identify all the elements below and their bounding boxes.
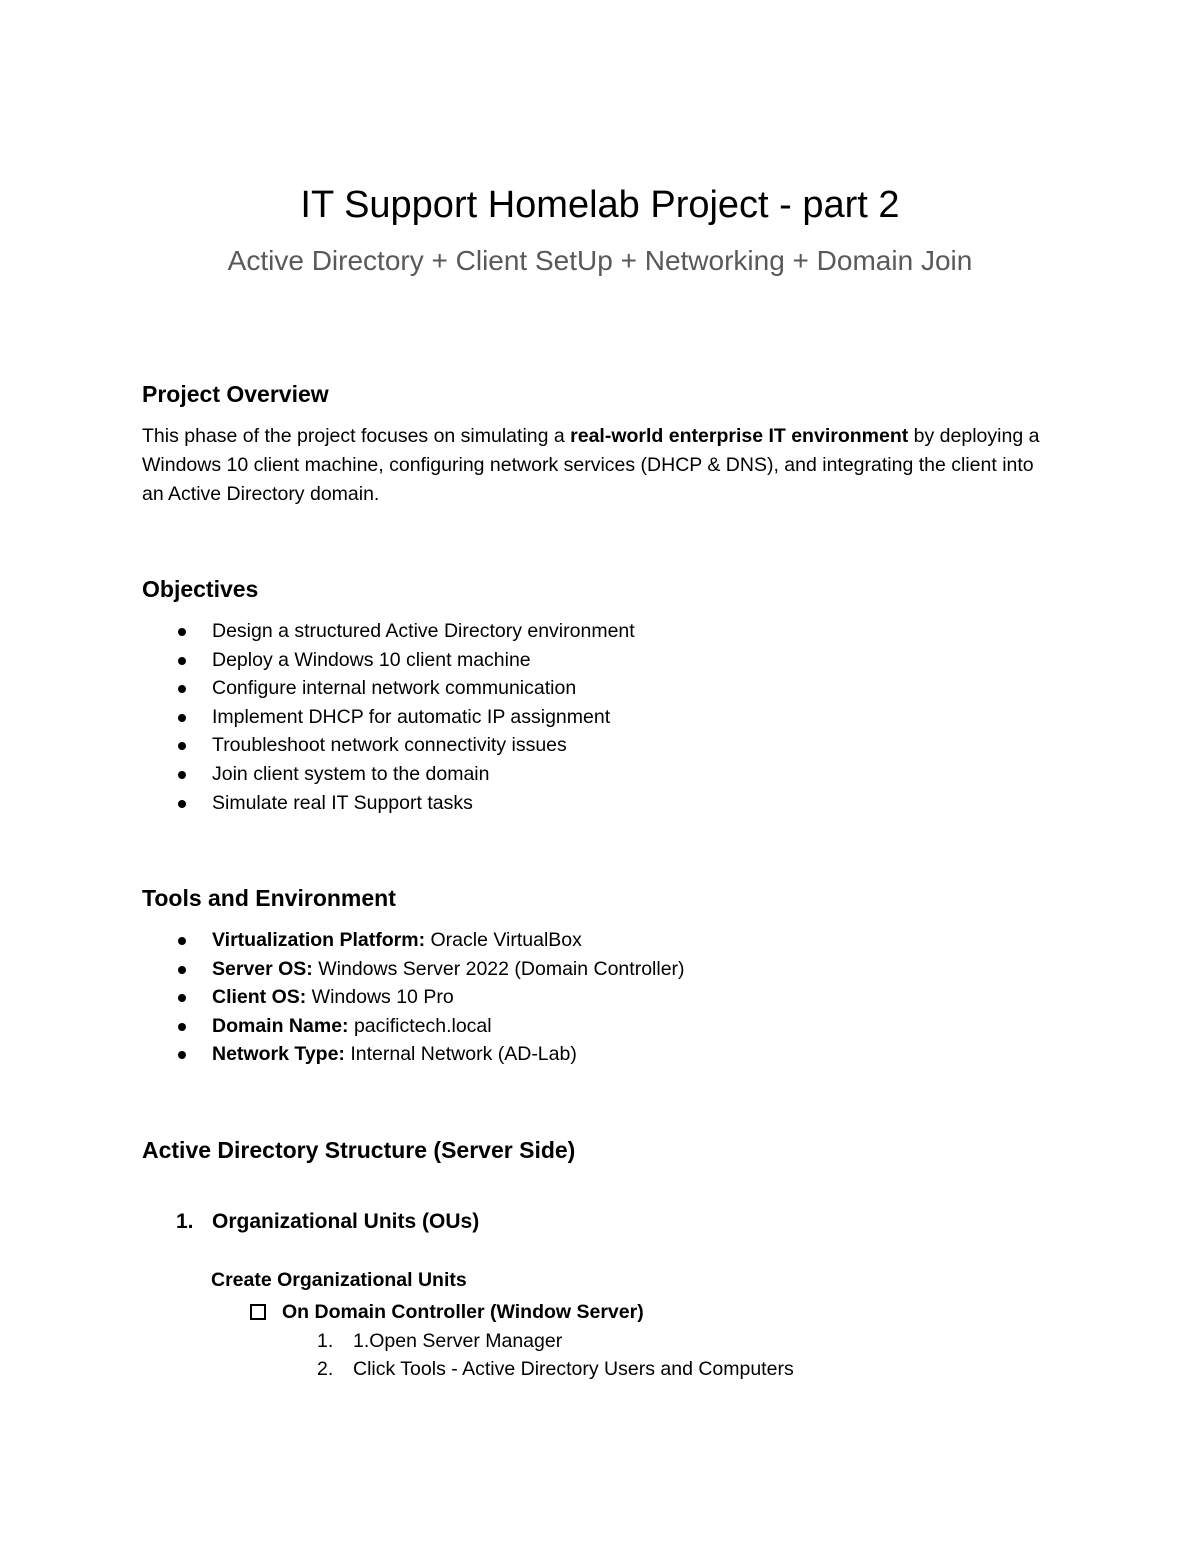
list-item xyxy=(142,646,635,675)
step-number: 1. xyxy=(317,1330,334,1352)
tool-value: Internal Network (AD-Lab) xyxy=(344,1043,577,1066)
list-item xyxy=(142,1012,685,1041)
document-title: IT Support Homelab Project - part 2 xyxy=(300,184,900,226)
objective-text: Configure internal network communication xyxy=(212,677,577,700)
tool-label: Network Type: xyxy=(212,1043,345,1066)
ad-structure-heading: Active Directory Structure (Server Side) xyxy=(142,1137,576,1163)
bullet-icon xyxy=(178,742,186,750)
bullet-icon xyxy=(178,657,186,665)
overview-text-after: by deploying a Windows 10 client machine, configuring network services (DHCP & DNS), and integrating the client into an Active Directory domain. xyxy=(142,425,1040,505)
list-item xyxy=(142,789,635,818)
overview-bold-text: real-world enterprise IT environment xyxy=(570,425,909,447)
tools-list xyxy=(142,926,685,1069)
checkbox-label: On Domain Controller (Window Server) xyxy=(282,1301,644,1323)
objective-text: Simulate real IT Support tasks xyxy=(212,791,473,814)
list-item xyxy=(142,1040,685,1069)
tool-value: pacifictech.local xyxy=(348,1014,492,1037)
bullet-icon xyxy=(178,714,186,722)
section-title: Organizational Units (OUs) xyxy=(212,1210,480,1233)
list-item xyxy=(142,703,635,732)
step-number: 2. xyxy=(317,1358,334,1380)
list-item xyxy=(142,926,685,955)
list-item xyxy=(142,617,635,646)
checkbox-row xyxy=(250,1299,644,1325)
list-item xyxy=(142,674,635,703)
tools-heading: Tools and Environment xyxy=(142,885,396,911)
bullet-icon xyxy=(178,937,186,945)
tool-label: Server OS: xyxy=(212,957,313,980)
tool-value: Oracle VirtualBox xyxy=(425,929,582,951)
overview-text-before: This phase of the project focuses on simulating a xyxy=(142,425,571,447)
document-subtitle: Active Directory + Client SetUp + Networking + Domain Join xyxy=(227,245,973,276)
tool-label: Virtualization Platform: xyxy=(212,929,426,951)
step-text: Click Tools - Active Directory Users and Computers xyxy=(353,1358,794,1380)
bullet-icon xyxy=(178,994,186,1002)
objectives-heading: Objectives xyxy=(142,576,259,602)
list-item xyxy=(142,955,685,984)
bullet-icon xyxy=(178,1051,186,1059)
overview-heading: Project Overview xyxy=(142,381,329,407)
bullet-icon xyxy=(178,1023,186,1031)
step-item xyxy=(317,1355,794,1383)
objective-text: Join client system to the domain xyxy=(212,762,490,785)
objective-text: Deploy a Windows 10 client machine xyxy=(212,648,531,671)
create-ou-subheading: Create Organizational Units xyxy=(211,1269,467,1291)
list-item xyxy=(142,983,685,1012)
list-item xyxy=(142,731,635,760)
list-item xyxy=(142,760,635,789)
bullet-icon xyxy=(178,800,186,808)
tool-value: Windows Server 2022 (Domain Controller) xyxy=(312,957,685,980)
objective-text: Design a structured Active Directory environment xyxy=(212,620,635,642)
tool-value: Windows 10 Pro xyxy=(306,986,454,1009)
objectives-list xyxy=(142,617,635,817)
bullet-icon xyxy=(178,771,186,779)
tool-label: Domain Name: xyxy=(212,1014,349,1037)
checkbox-icon[interactable] xyxy=(250,1304,266,1320)
section-number: 1. xyxy=(176,1210,194,1233)
step-item xyxy=(317,1327,562,1355)
bullet-icon xyxy=(178,966,186,974)
overview-paragraph xyxy=(142,422,1042,509)
bullet-icon xyxy=(178,628,186,636)
bullet-icon xyxy=(178,685,186,693)
tool-label: Client OS: xyxy=(212,986,307,1009)
objective-text: Implement DHCP for automatic IP assignment xyxy=(212,705,611,728)
step-text: 1.Open Server Manager xyxy=(353,1330,563,1352)
objective-text: Troubleshoot network connectivity issues xyxy=(212,734,567,757)
